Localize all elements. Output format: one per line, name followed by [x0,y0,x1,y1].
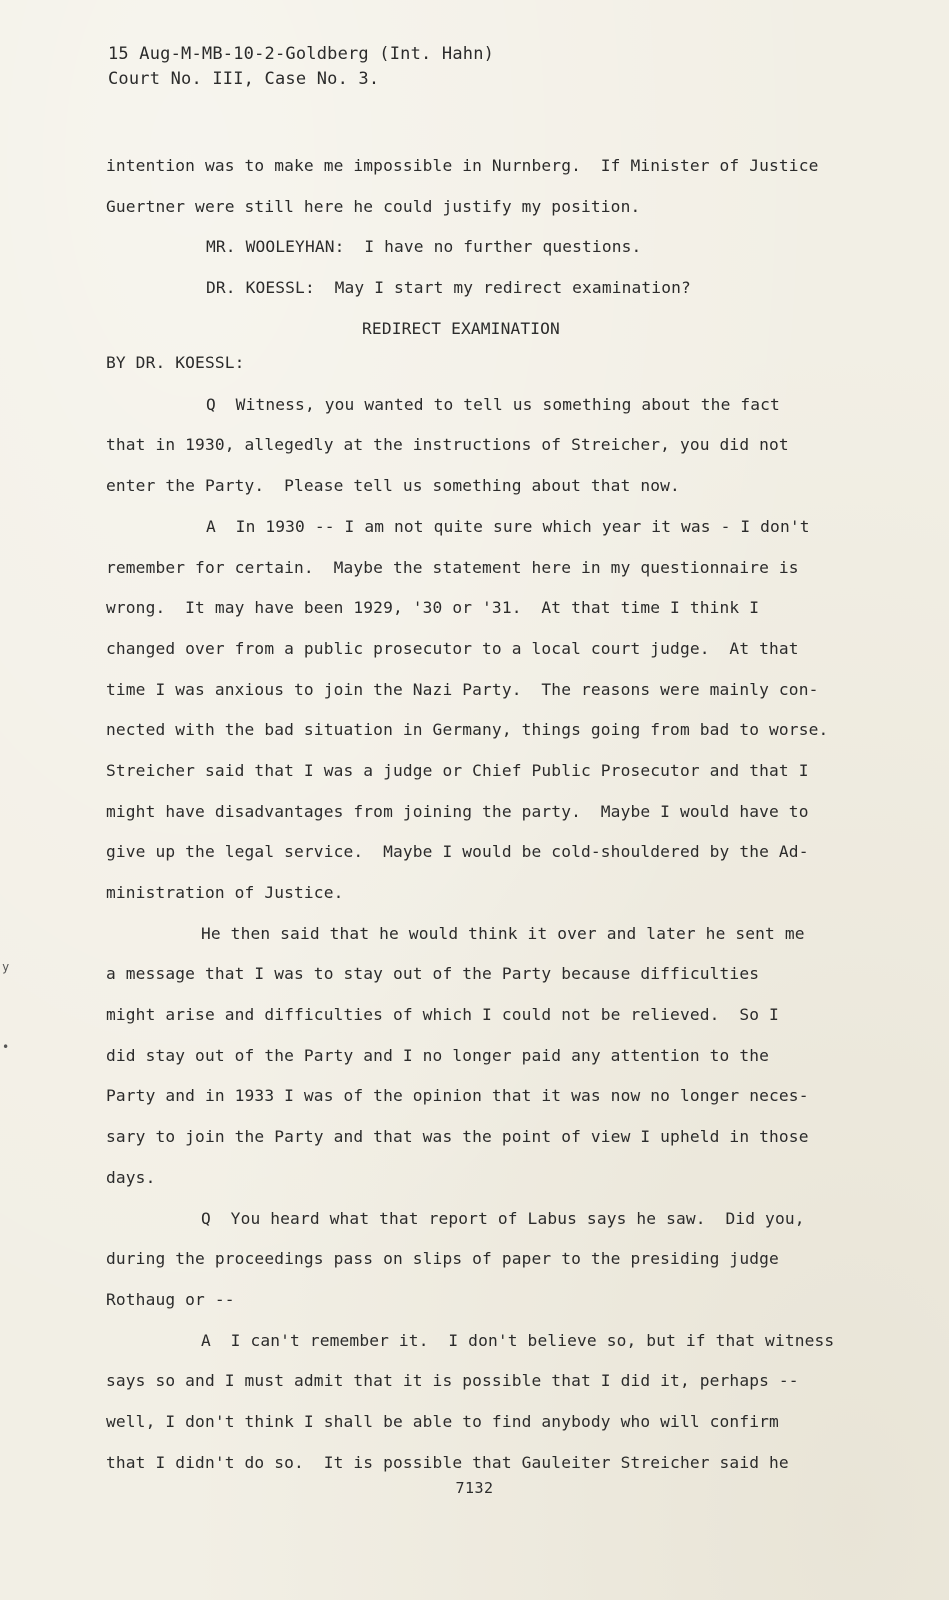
answer-line: A In 1930 -- I am not quite sure which year it was - I don't [206,516,810,536]
transcript-line: might arise and difficulties of which I could not be relieved. So I [106,1005,779,1025]
margin-mark: • [2,1040,10,1054]
document-header [108,42,494,92]
transcript-line: Rothaug or -- [106,1289,235,1309]
transcript-body [106,146,856,1483]
transcript-line: ministration of Justice. [106,883,344,902]
transcript-line: Guertner were still here he could justify my position. [106,196,641,216]
transcript-line: enter the Party. Please tell us something about that now. [106,476,680,496]
page-number: 7132 [455,1479,494,1497]
transcript-line: give up the legal service. Maybe I would be cold-shouldered by the Ad- [106,842,809,862]
transcript-line: sary to join the Party and that was the point of view I upheld in those [106,1127,809,1147]
transcript-line: nected with the bad situation in Germany, things going from bad to worse. [106,720,829,740]
transcript-line: says so and I must admit that it is possible that I did it, perhaps -- [106,1371,799,1391]
transcript-line: remember for certain. Maybe the statement here in my questionnaire is [106,557,799,577]
transcript-line: might have disadvantages from joining the party. Maybe I would have to [106,801,809,821]
question-line: Q Witness, you wanted to tell us something about the fact [206,394,780,414]
header-case-reference: 15 Aug-M-MB-10-2-Goldberg (Int. Hahn) [108,44,495,64]
transcript-line: Party and in 1933 I was of the opinion that it was now no longer neces- [106,1086,809,1106]
speaker-line: DR. KOESSL: May I start my redirect examination? [206,278,691,298]
transcript-line: changed over from a public prosecutor to a local court judge. At that [106,638,799,658]
transcript-line: a message that I was to stay out of the Party because difficulties [106,964,760,984]
header-court-case: Court No. III, Case No. 3. [108,69,380,89]
transcript-line: He then said that he would think it over and later he sent me [201,923,805,943]
answer-line: A I can't remember it. I don't believe so, but if that witness [201,1330,835,1350]
transcript-line: intention was to make me impossible in Nurnberg. If Minister of Justice [106,156,819,175]
transcript-line: well, I don't think I shall be able to find anybody who will confirm [106,1411,779,1431]
examiner-line: BY DR. KOESSL: [106,352,245,372]
transcript-line: that in 1930, allegedly at the instructions of Streicher, you did not [106,435,789,455]
transcript-line: days. [106,1167,156,1187]
transcript-line: did stay out of the Party and I no longer paid any attention to the [106,1045,770,1065]
transcript-line: Streicher said that I was a judge or Chief Public Prosecutor and that I [106,760,809,780]
question-line: Q You heard what that report of Labus says he saw. Did you, [201,1208,805,1228]
margin-mark: y [2,960,10,974]
transcript-line: that I didn't do so. It is possible that Gauleiter Streicher said he [106,1452,789,1472]
speaker-line: MR. WOOLEYHAN: I have no further questions. [206,237,642,257]
transcript-line: time I was anxious to join the Nazi Party. The reasons were mainly con- [106,679,819,699]
transcript-line: during the proceedings pass on slips of paper to the presiding judge [106,1249,779,1269]
section-heading: REDIRECT EXAMINATION [362,318,560,338]
transcript-line: wrong. It may have been 1929, '30 or '31. At that time I think I [106,598,760,618]
